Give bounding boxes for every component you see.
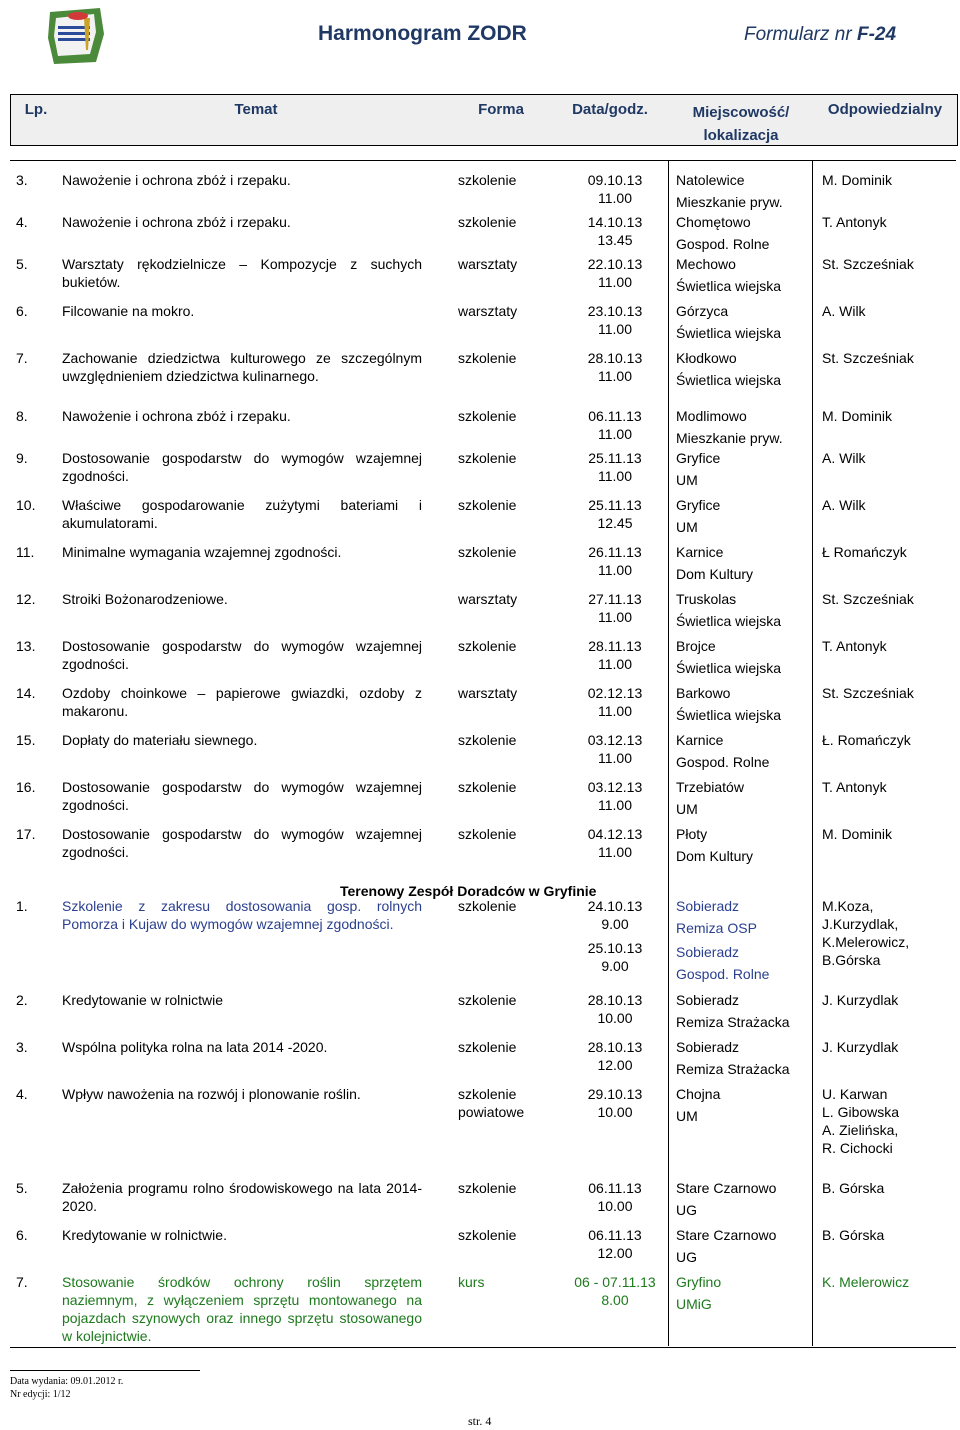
date-line: 06 - 07.11.13 bbox=[574, 1274, 656, 1290]
column-divider bbox=[812, 160, 813, 1346]
row-responsible bbox=[822, 543, 952, 561]
row-location bbox=[676, 684, 816, 724]
date-line: 23.10.13 bbox=[587, 303, 643, 319]
row-number: 5. bbox=[16, 256, 28, 272]
location-line: Świetlica wiejska bbox=[676, 278, 782, 294]
location-line: Mieszkanie pryw. bbox=[676, 430, 783, 446]
row-topic: Zachowanie dziedzictwa kulturowego ze szczególnym uwzględnieniem dziedzictwa kulinarnego. bbox=[62, 350, 422, 384]
date-line: 28.10.13 bbox=[587, 1039, 643, 1055]
row-number: 8. bbox=[16, 408, 28, 424]
responsible-line: T. Antonyk bbox=[822, 214, 887, 230]
responsible-line: K. Melerowicz bbox=[822, 1274, 910, 1290]
location-line: UMiG bbox=[676, 1296, 712, 1312]
location-line: Karnice bbox=[676, 732, 724, 748]
location-line: UM bbox=[676, 472, 698, 488]
row-form: szkolenie bbox=[458, 497, 517, 513]
row-date bbox=[570, 590, 660, 626]
row-number: 1. bbox=[16, 898, 28, 914]
responsible-line: L. Gibowska bbox=[822, 1104, 900, 1120]
row-form: warsztaty bbox=[458, 256, 518, 272]
row-number: 3. bbox=[16, 172, 28, 188]
row-location bbox=[676, 255, 816, 295]
row-form: warsztaty bbox=[458, 685, 518, 701]
col-miejsce: Miejscowość/ lokalizacja bbox=[692, 104, 790, 144]
row-date bbox=[570, 407, 660, 443]
col-data: Data/godz. bbox=[572, 101, 648, 118]
date-line: 24.10.13 bbox=[587, 898, 643, 914]
row-topic: Założenia programu rolno środowiskowego na lata 2014-2020. bbox=[62, 1180, 422, 1214]
responsible-line: R. Cichocki bbox=[822, 1140, 893, 1156]
location-line: Natolewice bbox=[676, 172, 745, 188]
date-line: 02.12.13 bbox=[587, 685, 643, 701]
date-line: 11.00 bbox=[598, 321, 632, 337]
row-topic: Stosowanie środków ochrony roślin sprzętem naziemnym, z wyłączeniem sprzętu montowanego na pojazdach szynowych oraz innego sprzętu stosowanego w kolejnictwie. bbox=[62, 1274, 422, 1344]
date-line: 8.00 bbox=[601, 1292, 629, 1308]
location-line: Sobieradz bbox=[676, 944, 740, 960]
row-date bbox=[570, 349, 660, 385]
responsible-line: K.Melerowicz, bbox=[822, 934, 910, 950]
location-line: Karnice bbox=[676, 544, 724, 560]
date-line: 12.00 bbox=[597, 1057, 633, 1073]
responsible-line: A. Wilk bbox=[822, 303, 866, 319]
row-date bbox=[570, 684, 660, 720]
date-line: 11.00 bbox=[598, 426, 632, 442]
row-date bbox=[570, 1085, 660, 1121]
location-line: Barkowo bbox=[676, 685, 731, 701]
row-location bbox=[676, 213, 816, 253]
location-line: Kłodkowo bbox=[676, 350, 737, 366]
location-line: Stare Czarnowo bbox=[676, 1227, 777, 1243]
location-line: Gryfice bbox=[676, 497, 721, 513]
row-form: szkolenie bbox=[458, 1227, 517, 1243]
row-topic: Dostosowanie gospodarstw do wymogów wzajemnej zgodności. bbox=[62, 638, 422, 672]
location-line: Gryfino bbox=[676, 1274, 722, 1290]
date-line: 25.11.13 bbox=[588, 450, 642, 466]
row-date bbox=[570, 449, 660, 485]
location-line: Świetlica wiejska bbox=[676, 372, 782, 388]
logo bbox=[44, 4, 108, 68]
row-topic: Kredytowanie w rolnictwie bbox=[62, 992, 224, 1008]
row-number: 7. bbox=[16, 350, 28, 366]
row-number: 2. bbox=[16, 992, 28, 1008]
row-topic: Stroiki Bożonarodzeniowe. bbox=[62, 591, 228, 607]
row-form: szkolenie bbox=[458, 992, 517, 1008]
row-form: szkolenie bbox=[458, 898, 517, 914]
location-line: Mieszkanie pryw. bbox=[676, 194, 783, 210]
responsible-line: Ł. Romańczyk bbox=[822, 732, 911, 748]
row-number: 14. bbox=[16, 685, 36, 701]
location-line: Płoty bbox=[676, 826, 708, 842]
responsible-line: T. Antonyk bbox=[822, 638, 887, 654]
date-line: 06.11.13 bbox=[588, 1227, 642, 1243]
row-date bbox=[570, 637, 660, 673]
date-line: 12.00 bbox=[597, 1245, 633, 1261]
row-date bbox=[570, 731, 660, 767]
responsible-line: M. Dominik bbox=[822, 408, 893, 424]
date-line: 25.11.13 bbox=[588, 497, 642, 513]
date-line: 29.10.13 bbox=[587, 1086, 643, 1102]
row-form: szkolenie bbox=[458, 779, 517, 795]
page-number: str. 4 bbox=[468, 1414, 492, 1428]
responsible-line: T. Antonyk bbox=[822, 779, 887, 795]
date-line: 03.12.13 bbox=[587, 732, 643, 748]
responsible-line: M.Koza, bbox=[822, 898, 874, 914]
date-line: 11.00 bbox=[598, 468, 632, 484]
row-date bbox=[570, 1273, 660, 1309]
responsible-line: M. Dominik bbox=[822, 826, 893, 842]
location-line: Chojna bbox=[676, 1086, 721, 1102]
row-location bbox=[676, 407, 816, 447]
date-line: 11.00 bbox=[598, 797, 632, 813]
row-responsible bbox=[822, 1085, 952, 1157]
responsible-line: A. Wilk bbox=[822, 450, 866, 466]
date-line: 10.00 bbox=[597, 1104, 633, 1120]
responsible-line: B. Górska bbox=[822, 1227, 885, 1243]
column-divider bbox=[668, 160, 669, 1346]
row-number: 13. bbox=[16, 638, 36, 654]
date-line: 28.11.13 bbox=[588, 638, 642, 654]
date-line: 13.45 bbox=[597, 232, 633, 248]
responsible-line: St. Szcześniak bbox=[822, 350, 914, 366]
date-line: 04.12.13 bbox=[587, 826, 643, 842]
date-line: 25.10.13 bbox=[587, 940, 643, 956]
row-number: 3. bbox=[16, 1039, 28, 1055]
date-line: 11.00 bbox=[598, 750, 632, 766]
row-date bbox=[570, 825, 660, 861]
location-line: UG bbox=[676, 1202, 697, 1218]
row-location bbox=[676, 449, 816, 489]
page-title: Harmonogram ZODR bbox=[318, 22, 527, 45]
location-line: Sobieradz bbox=[676, 898, 740, 914]
location-line: Chomętowo bbox=[676, 214, 751, 230]
row-location bbox=[676, 1038, 816, 1078]
date-line: 28.10.13 bbox=[587, 350, 643, 366]
location-line: Trzebiatów bbox=[676, 779, 744, 795]
row-date bbox=[570, 496, 660, 532]
date-line: 09.10.13 bbox=[587, 172, 643, 188]
row-date bbox=[570, 778, 660, 814]
location-line: Gospod. Rolne bbox=[676, 754, 770, 770]
row-form: szkolenie powiatowe bbox=[458, 1086, 525, 1120]
form-number: Formularz nr F-24 bbox=[744, 24, 897, 45]
responsible-line: B. Górska bbox=[822, 1180, 885, 1196]
responsible-line: St. Szcześniak bbox=[822, 591, 914, 607]
row-topic: Właściwe gospodarowanie zużytymi bateriami i akumulatorami. bbox=[62, 497, 422, 531]
location-line: Sobieradz bbox=[676, 1039, 740, 1055]
location-line: Mechowo bbox=[676, 256, 736, 272]
row-form: szkolenie bbox=[458, 544, 517, 560]
row-location bbox=[676, 1273, 816, 1313]
row-form: kurs bbox=[458, 1274, 485, 1290]
location-line: Świetlica wiejska bbox=[676, 707, 782, 723]
col-forma: Forma bbox=[478, 101, 524, 118]
date-line: 11.00 bbox=[598, 844, 632, 860]
row-date bbox=[570, 1179, 660, 1215]
date-line: 11.00 bbox=[598, 656, 632, 672]
row-location bbox=[676, 778, 816, 818]
col-temat: Temat bbox=[234, 101, 278, 118]
row-date bbox=[570, 991, 660, 1027]
date-line: 11.00 bbox=[598, 703, 632, 719]
location-line: UM bbox=[676, 1108, 698, 1124]
location-line: Dom Kultury bbox=[676, 848, 754, 864]
row-form: warsztaty bbox=[458, 591, 518, 607]
location-line: Dom Kultury bbox=[676, 566, 754, 582]
row-topic: Wspólna polityka rolna na lata 2014 -2020. bbox=[62, 1039, 328, 1055]
row-date bbox=[570, 213, 660, 249]
location-line: Świetlica wiejska bbox=[676, 325, 782, 341]
row-responsible bbox=[822, 731, 952, 749]
edition: Nr edycji: 1/12 bbox=[10, 1389, 71, 1400]
location-line: Remiza Strażacka bbox=[676, 1061, 790, 1077]
date-line: 12.45 bbox=[597, 515, 633, 531]
row-location bbox=[676, 1179, 816, 1219]
row-responsible bbox=[822, 171, 952, 189]
row-responsible bbox=[822, 255, 952, 273]
responsible-line: B.Górska bbox=[822, 952, 881, 968]
row-number: 6. bbox=[16, 1227, 28, 1243]
row-location bbox=[676, 590, 816, 630]
date-line: 11.00 bbox=[598, 562, 632, 578]
row-topic: Warsztaty rękodzielnicze – Kompozycje z suchych bukietów. bbox=[62, 256, 422, 290]
row-topic: Ozdoby choinkowe – papierowe gwiazdki, ozdoby z makaronu. bbox=[62, 685, 422, 719]
row-topic: Minimalne wymagania wzajemnej zgodności. bbox=[62, 544, 342, 560]
row-form: szkolenie bbox=[458, 732, 517, 748]
row-location bbox=[676, 496, 816, 536]
row-responsible bbox=[822, 349, 952, 367]
responsible-line: St. Szcześniak bbox=[822, 256, 914, 272]
row-topic: Dostosowanie gospodarstw do wymogów wzajemnej zgodności. bbox=[62, 779, 422, 813]
row-form: szkolenie bbox=[458, 826, 517, 842]
row-responsible bbox=[822, 1038, 952, 1056]
row-number: 17. bbox=[16, 826, 36, 842]
location-line: Świetlica wiejska bbox=[676, 613, 782, 629]
responsible-line: J. Kurzydlak bbox=[822, 992, 899, 1008]
row-location bbox=[676, 302, 816, 342]
row-form: szkolenie bbox=[458, 1180, 517, 1196]
row-responsible bbox=[822, 637, 952, 655]
location-line: Remiza Strażacka bbox=[676, 1014, 790, 1030]
row-number: 5. bbox=[16, 1180, 28, 1196]
location-line: UG bbox=[676, 1249, 697, 1265]
date-line: 06.11.13 bbox=[588, 1180, 642, 1196]
responsible-line: St. Szcześniak bbox=[822, 685, 914, 701]
row-responsible bbox=[822, 897, 952, 969]
row-form: szkolenie bbox=[458, 450, 517, 466]
row-location bbox=[676, 637, 816, 677]
date-line: 10.00 bbox=[597, 1198, 633, 1214]
row-form: szkolenie bbox=[458, 1039, 517, 1055]
row-topic: Dostosowanie gospodarstw do wymogów wzajemnej zgodności. bbox=[62, 450, 422, 484]
row-number: 16. bbox=[16, 779, 36, 795]
row-topic: Nawożenie i ochrona zbóż i rzepaku. bbox=[62, 408, 291, 424]
date-line: 03.12.13 bbox=[587, 779, 643, 795]
row-topic: Szkolenie z zakresu dostosowania gosp. rolnych Pomorza i Kujaw do wymogów wzajemnej zgodności. bbox=[62, 898, 422, 932]
row-number: 7. bbox=[16, 1274, 28, 1290]
location-line: Gospod. Rolne bbox=[676, 236, 770, 252]
col-odp: Odpowiedzialny bbox=[827, 101, 943, 118]
row-responsible bbox=[822, 778, 952, 796]
date-line: 11.00 bbox=[598, 190, 632, 206]
date-line: 9.00 bbox=[601, 916, 629, 932]
row-responsible bbox=[822, 684, 952, 702]
row-topic: Nawożenie i ochrona zbóż i rzepaku. bbox=[62, 172, 291, 188]
row-responsible bbox=[822, 302, 952, 320]
schedule-table bbox=[10, 160, 956, 1348]
location-line: Świetlica wiejska bbox=[676, 660, 782, 676]
row-responsible bbox=[822, 213, 952, 231]
row-location bbox=[676, 171, 816, 211]
date-line: 26.11.13 bbox=[588, 544, 642, 560]
col-lp: Lp. bbox=[24, 101, 48, 118]
row-date bbox=[570, 543, 660, 579]
date-line: 9.00 bbox=[601, 958, 629, 974]
row-number: 10. bbox=[16, 497, 36, 513]
location-line: Gryfice bbox=[676, 450, 721, 466]
row-location bbox=[676, 825, 816, 865]
row-responsible bbox=[822, 1226, 952, 1244]
row-responsible bbox=[822, 825, 952, 843]
row-location bbox=[676, 991, 816, 1031]
row-number: 9. bbox=[16, 450, 28, 466]
footer bbox=[10, 1370, 200, 1401]
location-line: Gospod. Rolne bbox=[676, 966, 770, 982]
row-date bbox=[570, 897, 660, 981]
row-date bbox=[570, 302, 660, 338]
location-line: Sobieradz bbox=[676, 992, 740, 1008]
row-date bbox=[570, 1038, 660, 1074]
row-responsible bbox=[822, 1179, 952, 1197]
row-number: 11. bbox=[16, 544, 35, 560]
location-line: Stare Czarnowo bbox=[676, 1180, 777, 1196]
row-topic: Nawożenie i ochrona zbóż i rzepaku. bbox=[62, 214, 291, 230]
row-location bbox=[676, 1226, 816, 1266]
row-form: szkolenie bbox=[458, 408, 517, 424]
issue-date: Data wydania: 09.01.2012 r. bbox=[10, 1376, 124, 1387]
date-line: 27.11.13 bbox=[588, 591, 642, 607]
row-topic: Dopłaty do materiału siewnego. bbox=[62, 732, 258, 748]
row-date bbox=[570, 255, 660, 291]
date-line: 11.00 bbox=[598, 274, 632, 290]
row-number: 4. bbox=[16, 1086, 28, 1102]
row-responsible bbox=[822, 590, 952, 608]
row-form: szkolenie bbox=[458, 214, 517, 230]
row-responsible bbox=[822, 449, 952, 467]
responsible-line: J. Kurzydlak bbox=[822, 1039, 899, 1055]
responsible-line: M. Dominik bbox=[822, 172, 893, 188]
responsible-line: A. Zielińska, bbox=[822, 1122, 899, 1138]
row-number: 4. bbox=[16, 214, 28, 230]
responsible-line: U. Karwan bbox=[822, 1086, 888, 1102]
location-line: Modlimowo bbox=[676, 408, 747, 424]
location-line: Truskolas bbox=[676, 591, 737, 607]
row-topic: Dostosowanie gospodarstw do wymogów wzajemnej zgodności. bbox=[62, 826, 422, 860]
location-line: UM bbox=[676, 801, 698, 817]
row-location bbox=[676, 543, 816, 583]
row-topic: Wpływ nawożenia na rozwój i plonowanie roślin. bbox=[62, 1086, 361, 1102]
location-line: Brojce bbox=[676, 638, 716, 654]
responsible-line: Ł Romańczyk bbox=[822, 544, 907, 560]
location-line: UM bbox=[676, 519, 698, 535]
row-responsible bbox=[822, 991, 952, 1009]
row-topic: Kredytowanie w rolnictwie. bbox=[62, 1227, 227, 1243]
row-location bbox=[676, 897, 816, 989]
row-date bbox=[570, 171, 660, 207]
row-number: 12. bbox=[16, 591, 36, 607]
date-line: 22.10.13 bbox=[587, 256, 643, 272]
row-form: warsztaty bbox=[458, 303, 518, 319]
date-line: 11.00 bbox=[598, 609, 632, 625]
date-line: 14.10.13 bbox=[587, 214, 643, 230]
row-number: 6. bbox=[16, 303, 28, 319]
row-location bbox=[676, 731, 816, 771]
row-responsible bbox=[822, 1273, 952, 1291]
location-line: Górzyca bbox=[676, 303, 729, 319]
section-title: Terenowy Zespół Doradców w Gryfinie bbox=[340, 883, 597, 899]
row-form: szkolenie bbox=[458, 638, 517, 654]
row-responsible bbox=[822, 407, 952, 425]
responsible-line: J.Kurzydlak, bbox=[822, 916, 899, 932]
row-location bbox=[676, 1085, 816, 1125]
row-number: 15. bbox=[16, 732, 36, 748]
row-location bbox=[676, 349, 816, 389]
date-line: 10.00 bbox=[597, 1010, 633, 1026]
date-line: 11.00 bbox=[598, 368, 632, 384]
row-form: szkolenie bbox=[458, 350, 517, 366]
table-header bbox=[10, 94, 958, 146]
row-responsible bbox=[822, 496, 952, 514]
date-line: 28.10.13 bbox=[587, 992, 643, 1008]
location-line: Remiza OSP bbox=[676, 920, 757, 936]
row-topic: Filcowanie na mokro. bbox=[62, 303, 195, 319]
responsible-line: A. Wilk bbox=[822, 497, 866, 513]
row-date bbox=[570, 1226, 660, 1262]
date-line: 06.11.13 bbox=[588, 408, 642, 424]
row-form: szkolenie bbox=[458, 172, 517, 188]
